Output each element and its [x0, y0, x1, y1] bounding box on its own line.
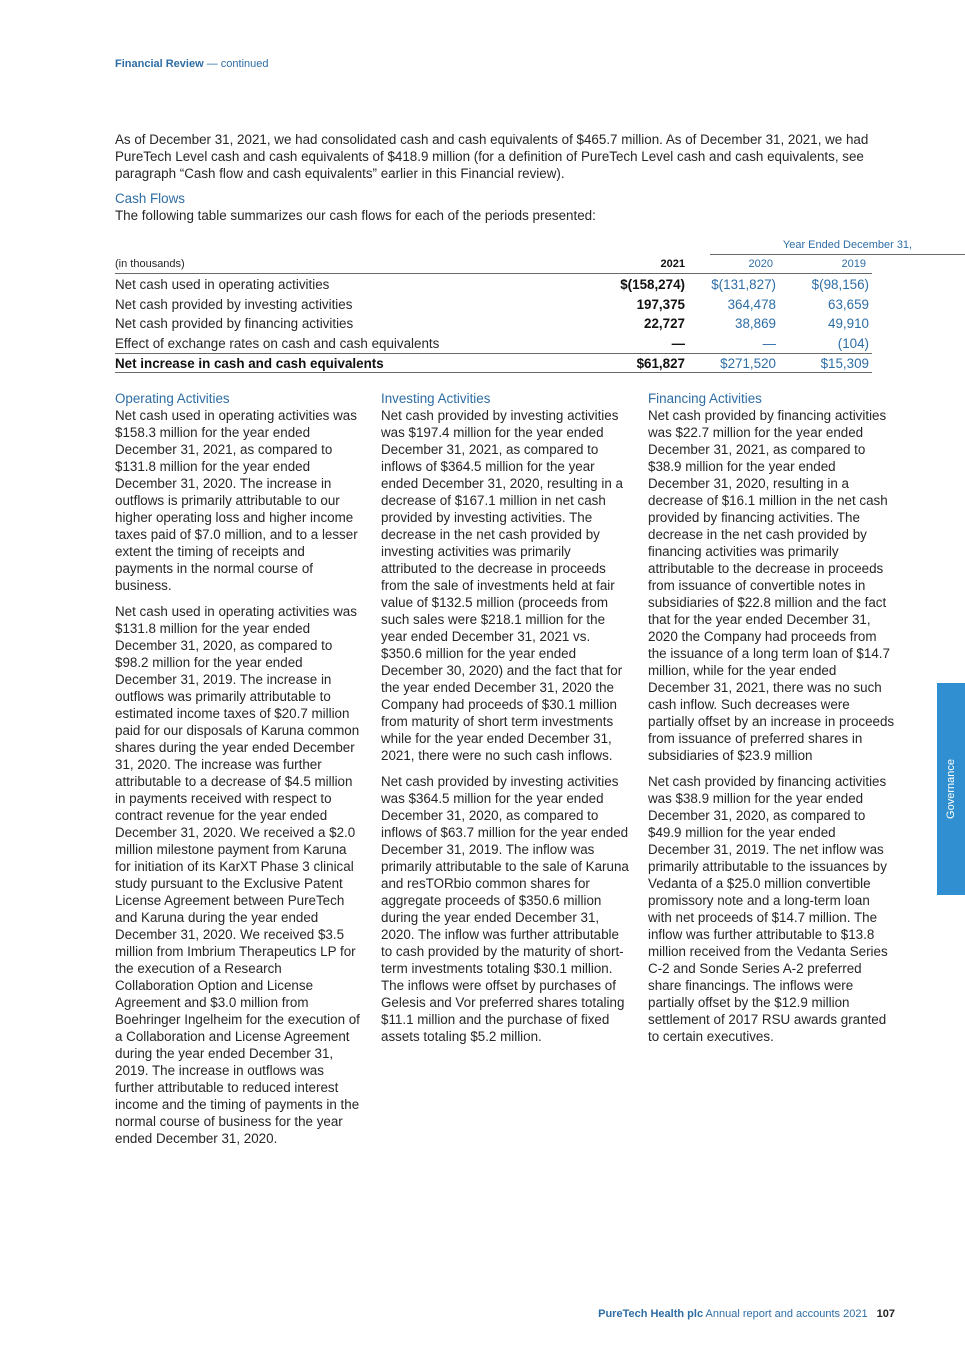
- table-col-2020: 2020: [748, 258, 773, 270]
- table-col-2021: 2021: [660, 258, 685, 270]
- header-suffix: — continued: [206, 58, 269, 70]
- row-value-2021: —: [671, 335, 685, 351]
- row-value-2020: 364,478: [727, 296, 776, 312]
- row-label: Net cash used in operating activities: [115, 277, 330, 292]
- row-value-2019: 63,659: [828, 296, 869, 312]
- cash-flows-title: Cash Flows: [115, 191, 185, 206]
- investing-paragraph-1: Net cash provided by investing activities was $197.4 million for the year ended December 31, 2021, as compared to inflows of $364.5 million for the year ended December 31, 2020, resulting in a decrease of $167.1 million in net cash provided by investing activities. The decrease in the net cash provided by investing activities was primarily attributed to the decrease in proceeds from the sale of investments held at fair value of $132.5 million (proceeds from such sales were $218.1 million for the year ended December 31, 2021 vs. $350.6 million for the year ended December 30, 2020) and the fact that for the year ended December 31, 2020 the Company had proceeds of $30.1 million from maturity of short term investments while for the year ended December 31, 2021, there were no such cash inflows.: [381, 408, 623, 763]
- financing-paragraph-2: Net cash provided by financing activities was $38.9 million for the year ended December 31, 2020, as compared to $49.9 million for the year ended December 31, 2019. The net inflow was primarily attributable to the issuances by Vedanta of a $25.0 million convertible promissory note and a long-term loan with net proceeds of $14.7 million. The inflow was further attributable to $13.8 million received from the Vedanta Series C-2 and Sonde Series A-2 preferred share financings. The inflows were partially offset by the $12.9 million settlement of 2017 RSU awards granted to certain executives.: [648, 774, 888, 1044]
- side-tab-label: Governance: [945, 759, 957, 819]
- table-row: [115, 314, 872, 334]
- row-value-2020: —: [762, 335, 776, 351]
- row-label: Net cash provided by investing activities: [115, 296, 353, 312]
- footer-report: Annual report and accounts 2021: [705, 1308, 868, 1320]
- table-row: [115, 275, 872, 295]
- total-value-2021: $61,827: [636, 356, 685, 371]
- governance-side-tab[interactable]: [937, 683, 965, 895]
- row-value-2021: 22,727: [644, 316, 685, 331]
- financing-activities-title: Financing Activities: [648, 391, 762, 406]
- row-value-2020: 38,869: [735, 316, 776, 331]
- financing-activities-column: [648, 390, 896, 1054]
- page-footer: [598, 1308, 895, 1320]
- operating-activities-title: Operating Activities: [115, 391, 230, 406]
- page-number: 107: [876, 1308, 895, 1320]
- row-value-2019: (104): [837, 335, 869, 351]
- table-unit-label: (in thousands): [115, 258, 185, 270]
- cash-flows-subtitle: The following table summarizes our cash flows for each of the periods presented:: [115, 208, 596, 223]
- investing-activities-column: [381, 390, 629, 1054]
- total-label: Net increase in cash and cash equivalents: [115, 356, 384, 371]
- table-header-row: [115, 255, 872, 274]
- total-value-2019: $15,309: [820, 356, 869, 371]
- operating-paragraph-1: Net cash used in operating activities was $158.3 million for the year ended December 31, 2021, as compared to $131.8 million for the year ended December 31, 2020. The increase in outflows is primarily attributable to our higher operating loss and higher income taxes paid of $7.0 million, and to a lesser extent the timing of receipts and payments in the normal course of business.: [115, 408, 358, 593]
- financing-paragraph-1: Net cash provided by financing activities was $22.7 million for the year ended December 31, 2021, as compared to $38.9 million for the year ended December 31, 2020, resulting in a decrease of $16.1 million in the net cash provided by financing activities. The decrease in the net cash provided by financing activities was primarily attributable to the decrease in proceeds from issuance of convertible notes in subsidiaries of $22.8 million and the fact that for the year ended December 31, 2020 the Company had proceeds from the issuance of a long term loan of $14.7 million, while for the year ended December 31, 2021, there was no such cash inflow. Such decreases were partially offset by an increase in proceeds from issuance of preferred shares in subsidiaries of $23.9 million: [648, 408, 895, 763]
- row-label: Effect of exchange rates on cash and cash equivalents: [115, 335, 440, 351]
- operating-activities-column: [115, 390, 363, 1156]
- total-value-2020: $271,520: [720, 356, 776, 371]
- investing-activities-title: Investing Activities: [381, 391, 491, 406]
- table-row: [115, 295, 872, 315]
- running-header: [115, 58, 268, 70]
- row-value-2021: $(158,274): [620, 277, 685, 292]
- table-col-2019: 2019: [841, 258, 866, 270]
- header-section: Financial Review: [115, 58, 204, 70]
- row-value-2020: $(131,827): [711, 277, 776, 292]
- investing-paragraph-2: Net cash provided by investing activities was $364.5 million for the year ended December 31, 2020, as compared to inflows of $63.7 million for the year ended December 31, 2019. The inflow was primarily attributable to the sale of Karuna and resTORbio common shares for aggregate proceeds of $350.6 million during the year ended December 31, 2020. The inflow was further attributable to cash provided by the maturity of short-term investments totaling $30.1 million. The inflows were offset by purchases of Gelesis and Vor preferred shares totaling $11.1 million and the purchase of fixed assets totaling $5.2 million.: [381, 774, 629, 1044]
- row-value-2019: $(98,156): [811, 277, 869, 292]
- row-label: Net cash provided by financing activities: [115, 316, 354, 331]
- footer-company: PureTech Health plc: [598, 1308, 704, 1320]
- intro-paragraph: As of December 31, 2021, we had consolidated cash and cash equivalents of $465.7 million. As of December 31, 2021, we had PureTech Level cash and cash equivalents of $418.9 million (for a definition of PureTech Level cash and cash equivalents, see paragraph “Cash flow and cash equivalents” earlier in this Financial review).: [115, 132, 869, 181]
- table-year-caption: Year Ended December 31,: [710, 236, 965, 255]
- table-row: [115, 334, 872, 354]
- row-value-2021: 197,375: [636, 296, 685, 312]
- table-total-row: [115, 353, 872, 373]
- row-value-2019: 49,910: [828, 316, 869, 331]
- operating-paragraph-2: Net cash used in operating activities was $131.8 million for the year ended December 31, 2020, as compared to $98.2 million for the year ended December 31, 2019. The increase in outflows was primarily attributable to estimated income taxes of $20.7 million paid for our disposals of Karuna common shares during the year ended December 31, 2020. The increase was further attributable to a decrease of $4.5 million in payments received with respect to contract revenue for the year ended December 31, 2020. We received a $2.0 million milestone payment from Karuna for initiation of its KarXT Phase 3 clinical study pursuant to the Exclusive Patent License Agreement between PureTech and Karuna during the year ended December 31, 2020. We received $3.5 million from Imbrium Therapeutics LP for the execution of a Research Collaboration Option and License Agreement and $3.0 million from Boehringer Ingelheim for the execution of a Collaboration and License Agreement during the year ended December 31, 2019. The increase in outflows was further attributable to reduced interest income and the timing of payments in the normal course of business for the year ended December 31, 2020.: [115, 604, 360, 1146]
